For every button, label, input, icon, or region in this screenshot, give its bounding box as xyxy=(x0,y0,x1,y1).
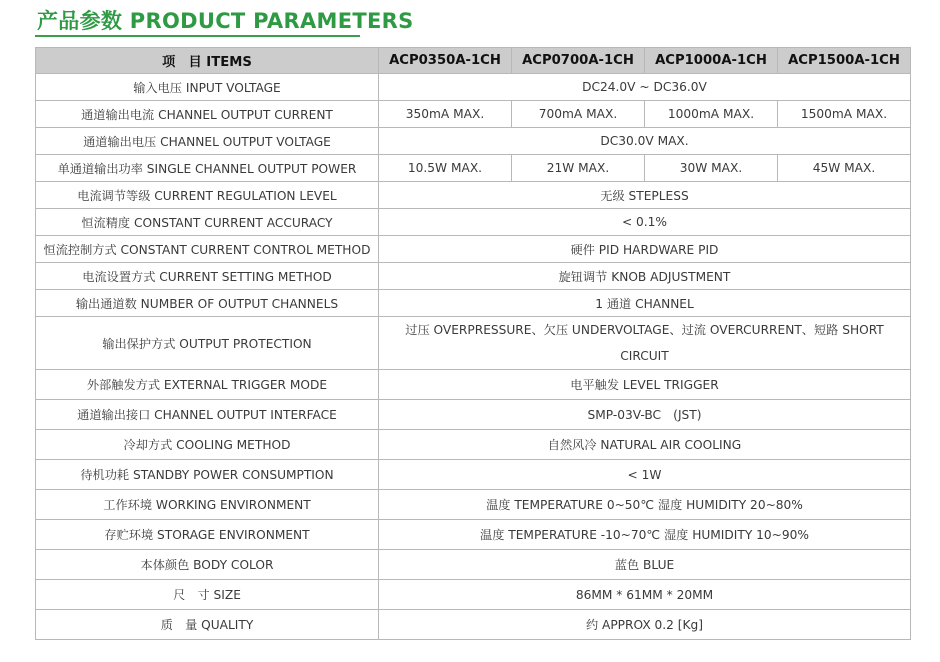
row-value: 无级 STEPLESS xyxy=(379,182,911,209)
table-row xyxy=(36,290,911,317)
row-value: 约 APPROX 0.2 [Kg] xyxy=(379,610,911,640)
row-value: 硬件 PID HARDWARE PID xyxy=(379,236,911,263)
row-value: DC24.0V ~ DC36.0V xyxy=(379,74,911,101)
cell-value: 30W MAX. xyxy=(645,155,778,182)
cell-value: 350mA MAX. xyxy=(379,101,512,128)
table-row xyxy=(36,430,911,460)
header-model-0700: ACP0700A-1CH xyxy=(512,48,645,74)
row-label: 外部触发方式 EXTERNAL TRIGGER MODE xyxy=(36,370,379,400)
header-items: 项 目 ITEMS xyxy=(36,48,379,74)
table-row xyxy=(36,128,911,155)
row-value: 自然风冷 NATURAL AIR COOLING xyxy=(379,430,911,460)
header-model-0350: ACP0350A-1CH xyxy=(379,48,512,74)
row-label: 本体颜色 BODY COLOR xyxy=(36,550,379,580)
table-row xyxy=(36,263,911,290)
table-row xyxy=(36,101,911,128)
cell-value: 1500mA MAX. xyxy=(778,101,911,128)
cell-value: 700mA MAX. xyxy=(512,101,645,128)
table-row xyxy=(36,610,911,640)
row-label: 输出通道数 NUMBER OF OUTPUT CHANNELS xyxy=(36,290,379,317)
row-label: 电流调节等级 CURRENT REGULATION LEVEL xyxy=(36,182,379,209)
cell-value: 45W MAX. xyxy=(778,155,911,182)
table-row xyxy=(36,580,911,610)
row-label: 待机功耗 STANDBY POWER CONSUMPTION xyxy=(36,460,379,490)
cell-value: 10.5W MAX. xyxy=(379,155,512,182)
row-label: 单通道输出功率 SINGLE CHANNEL OUTPUT POWER xyxy=(36,155,379,182)
parameters-table xyxy=(35,47,911,640)
table-row xyxy=(36,460,911,490)
row-value: 温度 TEMPERATURE -10~70℃ 湿度 HUMIDITY 10~90% xyxy=(379,520,911,550)
table-row xyxy=(36,550,911,580)
title-underline xyxy=(35,35,360,37)
row-value: < 0.1% xyxy=(379,209,911,236)
table-row xyxy=(36,520,911,550)
table-row xyxy=(36,74,911,101)
page-title: 产品参数 PRODUCT PARAMETERS xyxy=(37,9,414,33)
row-label: 通道输出电压 CHANNEL OUTPUT VOLTAGE xyxy=(36,128,379,155)
row-value: 电平触发 LEVEL TRIGGER xyxy=(379,370,911,400)
table-row xyxy=(36,317,911,370)
row-value: 旋钮调节 KNOB ADJUSTMENT xyxy=(379,263,911,290)
row-label: 电流设置方式 CURRENT SETTING METHOD xyxy=(36,263,379,290)
row-label: 输出保护方式 OUTPUT PROTECTION xyxy=(36,317,379,370)
header-model-1500: ACP1500A-1CH xyxy=(778,48,911,74)
row-label: 存贮环境 STORAGE ENVIRONMENT xyxy=(36,520,379,550)
row-label: 工作环境 WORKING ENVIRONMENT xyxy=(36,490,379,520)
row-value: 1 通道 CHANNEL xyxy=(379,290,911,317)
row-label: 恒流精度 CONSTANT CURRENT ACCURACY xyxy=(36,209,379,236)
table-row xyxy=(36,182,911,209)
row-label: 质 量 QUALITY xyxy=(36,610,379,640)
row-label: 冷却方式 COOLING METHOD xyxy=(36,430,379,460)
table-row xyxy=(36,400,911,430)
cell-value: 1000mA MAX. xyxy=(645,101,778,128)
table-row xyxy=(36,370,911,400)
row-value: 温度 TEMPERATURE 0~50℃ 湿度 HUMIDITY 20~80% xyxy=(379,490,911,520)
table-row xyxy=(36,236,911,263)
row-value: 蓝色 BLUE xyxy=(379,550,911,580)
row-value: 过压 OVERPRESSURE、欠压 UNDERVOLTAGE、过流 OVERCURRENT、短路 SHORT CIRCUIT xyxy=(379,317,911,370)
row-value: 86MM * 61MM * 20MM xyxy=(379,580,911,610)
table-row xyxy=(36,155,911,182)
table-header-row xyxy=(36,48,911,74)
row-value: SMP-03V-BC (JST) xyxy=(379,400,911,430)
row-value: < 1W xyxy=(379,460,911,490)
table-row xyxy=(36,209,911,236)
cell-value: 21W MAX. xyxy=(512,155,645,182)
header-model-1000: ACP1000A-1CH xyxy=(645,48,778,74)
row-value: DC30.0V MAX. xyxy=(379,128,911,155)
table-row xyxy=(36,490,911,520)
row-label: 输入电压 INPUT VOLTAGE xyxy=(36,74,379,101)
row-label: 通道输出接口 CHANNEL OUTPUT INTERFACE xyxy=(36,400,379,430)
row-label: 恒流控制方式 CONSTANT CURRENT CONTROL METHOD xyxy=(36,236,379,263)
row-label: 尺 寸 SIZE xyxy=(36,580,379,610)
row-label: 通道输出电流 CHANNEL OUTPUT CURRENT xyxy=(36,101,379,128)
